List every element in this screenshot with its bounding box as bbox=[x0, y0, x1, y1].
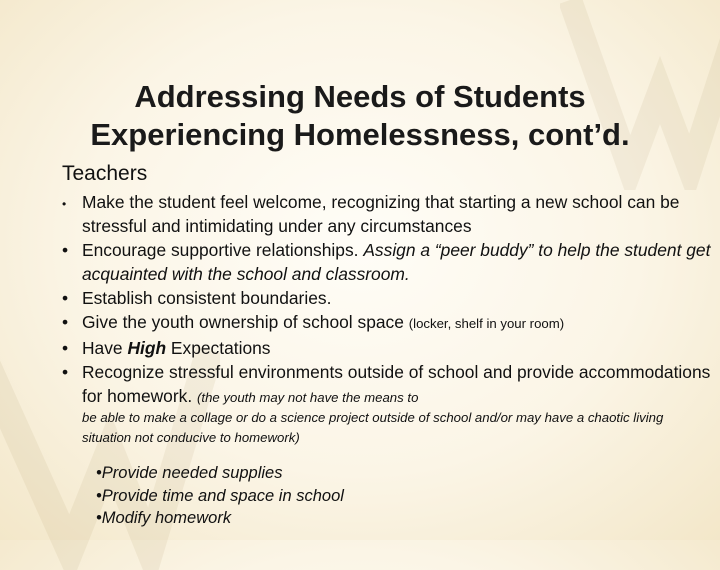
bullet-text: Make the student feel welcome, recognizing that starting a new school can be stressful and intimidating under any circumstances bbox=[82, 192, 680, 236]
list-item bbox=[62, 190, 712, 238]
bullet-icon: • bbox=[62, 197, 67, 211]
homework-note: be able to make a collage or do a science project outside of school and/or may have a chaotic living situation not conducive to homework) bbox=[82, 410, 664, 445]
list-item bbox=[62, 286, 712, 310]
bullet-emphasis: High bbox=[127, 338, 167, 358]
bullet-icon: • bbox=[62, 288, 69, 308]
sub-list-item: •Provide time and space in school bbox=[96, 486, 344, 505]
section-heading: Teachers bbox=[62, 162, 148, 185]
bullet-icon: • bbox=[62, 338, 69, 358]
bullet-list bbox=[62, 190, 712, 448]
sub-list-item: •Modify homework bbox=[96, 509, 232, 527]
slide-title bbox=[0, 78, 720, 154]
list-item bbox=[62, 360, 712, 410]
list-item bbox=[62, 336, 712, 360]
bullet-text: Recognize stressful environments outside of school and provide accommodations for homework. bbox=[82, 362, 711, 406]
bullet-text: Establish consistent boundaries. bbox=[82, 288, 332, 308]
title-line-2: Experiencing Homelessness, cont’d. bbox=[90, 117, 630, 152]
bullet-text: Have bbox=[82, 338, 128, 358]
title-line-1: Addressing Needs of Students bbox=[134, 79, 586, 114]
bullet-italic-text: Assign a “peer buddy” to help the student get acquainted with the school and classroom. bbox=[82, 240, 711, 284]
bullet-small-italic-text: (the youth may not have the means to bbox=[197, 390, 419, 405]
bullet-text: Encourage supportive relationships. bbox=[82, 240, 364, 260]
bullet-icon: • bbox=[62, 240, 69, 260]
bullet-small-text: (locker, shelf in your room) bbox=[408, 316, 565, 331]
list-item bbox=[62, 238, 712, 286]
bullet-text-tail: Expectations bbox=[166, 338, 271, 358]
sub-list-item: •Provide needed supplies bbox=[96, 464, 283, 482]
list-item bbox=[62, 310, 712, 336]
bullet-icon: • bbox=[62, 362, 69, 382]
bullet-icon: • bbox=[62, 312, 69, 332]
sub-bullet-list bbox=[96, 462, 344, 530]
bullet-text: Give the youth ownership of school space bbox=[82, 312, 409, 332]
